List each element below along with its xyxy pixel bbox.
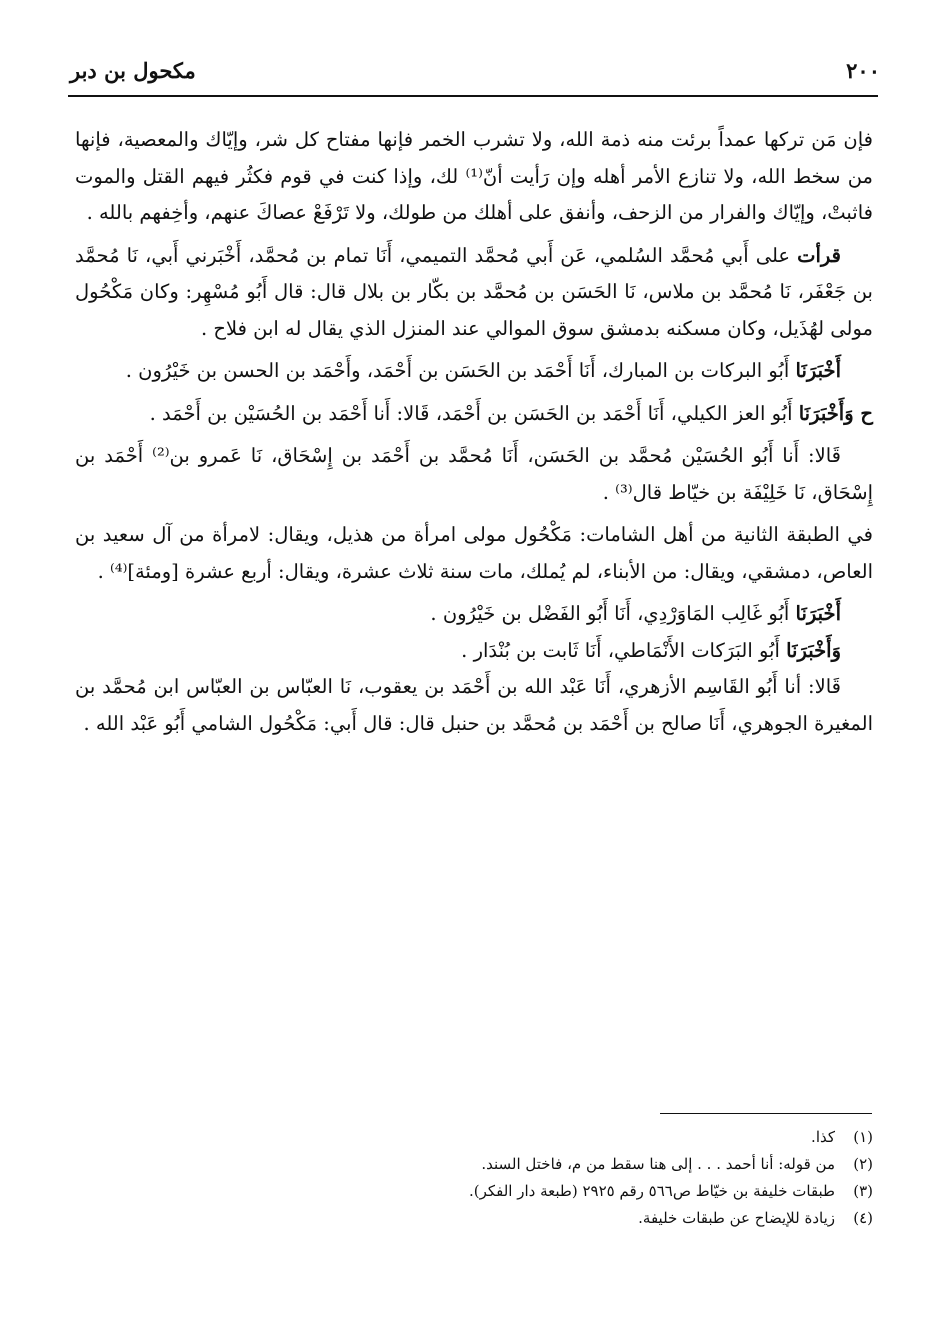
paragraph-text: في الطبقة الثانية من أهل الشامات: مَكْحُول مولى امرأة من هذيل، ويقال: لامرأة من آل سعيد بن العاص، دمشقي، ويقال: من الأبناء، لم يُملك، مات سنة ثلاث عشرة، ويقال: أربع عشرة [ومئة]⁽⁴⁾ . [75, 523, 873, 583]
paragraph-text: على أَبي مُحمَّد السُلمي، عَن أَبي مُحمَّد التميمي، أَنَا تمام بن مُحمَّد، أَخْبَرني أَبي، نَا مُحمَّد بن جَعْفَر، نَا مُحمَّد بن ملاس، نَا الحَسَن بن مُحمَّد بن بكّار بن بلال قال: قال أَبُو مُسْهِر: وكان مَكْحُول مولى لهُذَيل، وكان مسكنه بدمشق سوق الموالي عند المنزل الذي يقال له ابن فلاح . [75, 243, 873, 340]
running-title: مكحول بن دبر [70, 57, 196, 83]
paragraph-lead: وَأَخْبَرَنَا [786, 638, 841, 662]
footnotes [200, 1124, 873, 1232]
paragraph-4 [75, 396, 873, 433]
footnote-1 [200, 1124, 873, 1151]
paragraph-lead: أَخْبَرَنَا [795, 359, 841, 382]
paragraph-1 [75, 122, 873, 232]
footnote-text: زيادة للإيضاح عن طبقات خليفة. [638, 1209, 835, 1227]
footnote-4 [200, 1205, 873, 1232]
header-rule [68, 95, 878, 97]
footnote-number: (٤) [853, 1209, 873, 1227]
footnote-rule [660, 1113, 872, 1114]
paragraph-text: قَالا: أنا أَبُو القَاسِم الأزهري، أَنَا عَبْد الله بن أَحْمَد بن يعقوب، نَا العبّاس بن العبّاس ابن مُحمَّد بن المغيرة الجوهري، أَنَا صالح بن أَحْمَد بن مُحمَّد بن حنبل قال: قال أَبي: مَكْحُول الشامي أَبُو عَبْد الله . [75, 675, 873, 735]
paragraph-text: أَبُو العز الكيلي، أَنَا أَحْمَد بن الحَسَن بن أَحْمَد، قَالا: أَنا أَحْمَد بن الحُسَيْن بن أَحْمَد . [149, 401, 799, 425]
paragraph-9 [75, 669, 873, 742]
footnote-number: (٢) [853, 1155, 873, 1173]
paragraph-text: أَبُو غَالِب المَاوَرْدِي، أَنَا أَبُو الفَضْل بن خَيْرُون . [430, 602, 796, 625]
paragraph-text: قَالا: أَنا أَبُو الحُسَيْن مُحمَّد بن الحَسَن، أَنَا مُحمَّد بن أَحْمَد بن إِسْحَاق، نَا عَمرو بن⁽²⁾ أَحْمَد بن إِسْحَاق، نَا خَلِيْفَة بن خيّاط قال⁽³⁾ . [75, 444, 873, 504]
page-header [70, 52, 880, 88]
paragraph-6 [75, 517, 873, 590]
paragraph-lead: ح وَأَخْبَرَنَا [798, 401, 873, 425]
footnote-number: (٣) [853, 1182, 873, 1200]
paragraph-text: أَبُو البركات بن المبارك، أَنَا أَحْمَد بن الحَسَن بن أَحْمَد، وأَحْمَد بن الحسن بن خَيْرُون . [125, 359, 796, 382]
paragraph-text: فإن مَن تركها عمداً برئت منه ذمة الله، ولا تشرب الخمر فإنها مفتاح كل شر، وإيّاك والمعصية، فإنها من سخط الله، ولا تنازع الأمر أهله وإن رَأيت أنّ⁽¹⁾ لك، وإذا كنت في قوم فكثُر فيهم القتل والموت فاثبتْ، وإيّاك والفرار من الزحف، وأنفق على أهلك من طولك، ولا تَرْفَعْ عصاكَ عنهم، وأخِفهم بالله . [75, 128, 873, 224]
footnote-3 [200, 1178, 873, 1205]
main-text [75, 122, 873, 748]
page-number: ٢٠٠ [846, 57, 880, 83]
footnote-text: طبقات خليفة بن خيّاط ص٥٦٦ رقم ٢٩٢٥ (طبعة دار الفكر). [468, 1182, 835, 1200]
paragraph-3 [75, 353, 873, 390]
paragraph-5 [75, 438, 873, 511]
paragraph-text: أَبُو البَرَكات الأَنْمَاطي، أَنَا ثَابت بن بُنْدَار . [461, 638, 787, 662]
paragraph-2 [75, 238, 873, 348]
footnote-text: من قوله: أنا أحمد . . . إلى هنا سقط من م، فاختل السند. [481, 1155, 835, 1173]
footnote-number: (١) [853, 1128, 873, 1146]
paragraph-lead: قرأت [797, 243, 841, 267]
paragraph-8 [75, 633, 873, 670]
paragraph-lead: أَخْبَرَنَا [795, 602, 841, 625]
paragraph-7 [75, 596, 873, 633]
footnote-2 [200, 1151, 873, 1178]
footnote-text: كذا. [811, 1128, 835, 1146]
